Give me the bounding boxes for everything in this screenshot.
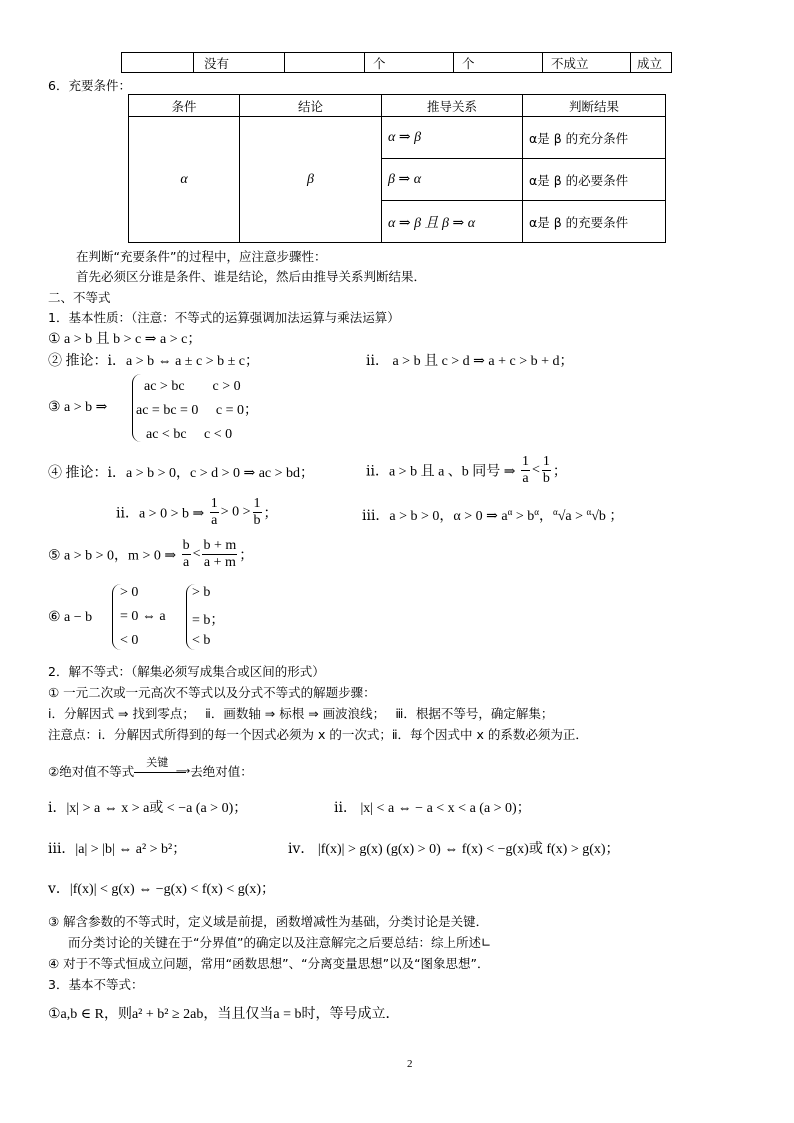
case-line: = 0 ⇔ a — [120, 609, 166, 624]
fraction-1-over-a: $\frac{1}{a}$ — [210, 496, 218, 529]
solve-step-intro: ① 一元二次或一元高次不等式以及分式不等式的解题步骤： — [48, 685, 376, 700]
case-line: ac > bc c > 0 — [144, 379, 241, 394]
top-cell — [285, 53, 365, 73]
basic-inequality-heading: 3．基本不等式： — [48, 977, 144, 992]
solve-steps: ⅰ．分解因式 ⇒ 找到零点； ⅱ．画数轴 ⇒ 标根 ⇒ 画波浪线； ⅲ．根据不等号，确定解集； — [48, 706, 554, 721]
fraction-1-over-b: $\frac{1}{b}$ — [542, 454, 550, 487]
top-cell — [122, 53, 194, 73]
case-line: > b — [192, 585, 211, 600]
result-iff: α是 β 的充要条件 — [523, 201, 666, 243]
header-result: 判断结果 — [523, 95, 666, 117]
top-cell: 不成立 — [543, 53, 631, 73]
parameter-inequality-note: ③ 解含参数的不等式时，定义域是前提，函数增减性为基础，分类讨论是关键． — [48, 914, 489, 929]
header-derivation: 推导关系 — [382, 95, 523, 117]
case-line: ac = bc = 0 c = 0； — [136, 403, 259, 418]
header-condition: 条件 — [129, 95, 240, 117]
abs-rule-ii: ⅱ． |x| < a ⇔ − a < x < a (a > 0)； — [334, 801, 531, 816]
property-2a: ② 推论：ⅰ．a > b ⇔ a ± c > b ± c； — [48, 354, 259, 369]
note-line: 首先必须区分谁是条件、谁是结论，然后由推导关系判断结果． — [76, 269, 427, 284]
basic-properties-heading: 1．基本性质：（注意：不等式的运算强调加法运算与乘法运算） — [48, 310, 400, 325]
property-4b: ⅱ．a > b 且 a 、b 同号 ⇒ $\frac{1}{a}$ < $\frac{1}{b}$ ； — [366, 454, 567, 487]
property-4d: ⅲ．a > b > 0，α > 0 ⇒ $a^\alpha > b^\alpha$，$^\alpha$√a > $^\alpha$√b ； — [362, 507, 624, 524]
rel-iff: α ⇒ β 且 β ⇒ α — [382, 201, 523, 243]
rel-sufficient: α ⇒ β — [382, 117, 523, 159]
property-1: ① a > b 且 b > c ⇒ a > c； — [48, 332, 202, 347]
solve-inequality-heading: 2．解不等式：（解集必须写成集合或区间的形式） — [48, 664, 325, 679]
property-2b: ⅱ． a > b 且 c > d ⇒ a + c > b + d； — [366, 354, 574, 369]
case-line: ac < bc c < 0 — [146, 427, 233, 442]
absolute-value-heading: ②绝对值不等式 关键 ⟶ 去绝对值： — [48, 755, 253, 779]
fraction-1-over-a: $\frac{1}{a}$ — [522, 454, 530, 487]
case-line: < 0 — [120, 633, 139, 648]
property-4c: ⅱ．a > 0 > b ⇒ $\frac{1}{a}$ > 0 > $\frac{1}{b}$ ； — [116, 496, 278, 529]
abs-rule-iv: ⅳ． |f(x)| > g(x) (g(x) > 0) ⇔ f(x) < −g(x)或 f(x) > g(x)； — [288, 842, 620, 857]
property-6-lead: ⑥ a − b — [48, 610, 93, 625]
fraction-bm-over-am: $\frac{b + m}{a + m}$ — [203, 538, 237, 571]
parameter-inequality-note-2: 而分类讨论的关键在于“分界值”的确定以及注意解完之后要总结：综上所述∟ — [68, 935, 492, 950]
page-number: 2 — [407, 1058, 413, 1070]
part-2-heading: 二、不等式 — [48, 290, 111, 305]
cell-beta: β — [240, 117, 382, 243]
result-necessary: α是 β 的必要条件 — [523, 159, 666, 201]
property-4a: ④ 推论：ⅰ．a > b > 0，c > d > 0 ⇒ ac > bd； — [48, 466, 315, 481]
header-conclusion: 结论 — [240, 95, 382, 117]
top-cell: 个 — [454, 53, 543, 73]
section-6-heading: 6．充要条件： — [48, 78, 131, 93]
case-line: > 0 — [120, 585, 139, 600]
basic-inequality-1: ①a,b ∈ R，则a² + b² ≥ 2ab，当且仅当a = b时，等号成立． — [48, 1007, 400, 1022]
solve-note: 注意点：ⅰ．分解因式所得到的每一个因式必须为 x 的一次式；ⅱ．每个因式中 x 的系数必须为正． — [48, 727, 588, 742]
abs-rule-v: ⅴ．|f(x)| < g(x) ⇔ −g(x) < f(x) < g(x)； — [48, 882, 276, 897]
top-cell: 个 — [365, 53, 454, 73]
rel-necessary: β ⇒ α — [382, 159, 523, 201]
top-cell: 成立 — [631, 53, 672, 73]
abs-rule-i: ⅰ．|x| > a ⇔ x > a或 < −a (a > 0)； — [48, 801, 248, 816]
abs-rule-iii: ⅲ．|a| > |b| ⇔ a² > b²； — [48, 842, 187, 857]
property-5: ⑤ a > b > 0，m > 0 ⇒ $\frac{b}{a}$ < $\frac{b + m}{a + m}$ ； — [48, 538, 254, 571]
constant-inequality-note: ④ 对于不等式恒成立问题，常用“函数思想”、“分离变量思想”以及“图象思想”． — [48, 956, 490, 971]
condition-table — [128, 94, 666, 243]
note-line: 在判断“充要条件”的过程中，应注意步骤性： — [76, 249, 327, 264]
fraction-1-over-b: $\frac{1}{b}$ — [253, 496, 261, 529]
case-line: < b — [192, 633, 211, 648]
fraction-b-over-a: $\frac{b}{a}$ — [182, 538, 190, 571]
cell-alpha: α — [129, 117, 240, 243]
case-line: = b； — [192, 613, 225, 628]
result-sufficient: α是 β 的充分条件 — [523, 117, 666, 159]
top-table — [121, 52, 672, 73]
top-cell: 没有 — [194, 53, 285, 73]
property-3-lead: ③ a > b ⇒ — [48, 400, 108, 415]
